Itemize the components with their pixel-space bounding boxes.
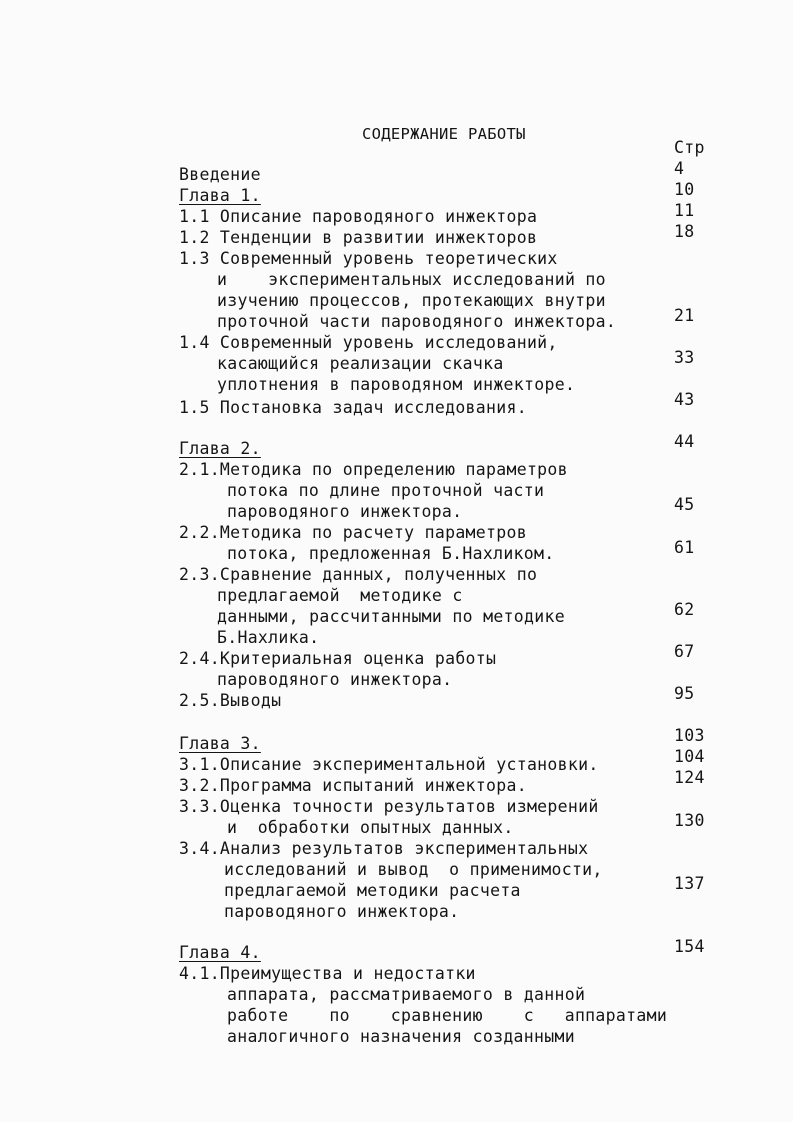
toc-page-number: 154 <box>674 937 705 956</box>
toc-page-number: 137 <box>674 874 705 893</box>
toc-page-number: 103 <box>674 726 705 745</box>
toc-page-number: 4 <box>674 159 685 178</box>
toc-entry-continuation: потока по длине проточной части <box>227 481 545 500</box>
page-title: СОДЕРЖАНИЕ РАБОТЫ <box>362 125 526 143</box>
toc-page-number: 67 <box>674 642 695 661</box>
toc-entry-continuation: предлагаемой методике с <box>217 586 463 605</box>
chapter-heading: Глава 2. <box>179 439 261 458</box>
toc-entry-continuation: аналогичного назначения созданными <box>227 1027 575 1046</box>
chapter-heading: Глава 1. <box>179 186 261 205</box>
chapter-heading: Глава 4. <box>179 943 261 962</box>
toc-entry-continuation: уплотнения в пароводяном инжекторе. <box>217 375 576 394</box>
toc-entry-continuation: предлагаемой методики расчета <box>224 881 521 900</box>
toc-entry-continuation: данными, рассчитанными по методике <box>217 607 565 626</box>
toc-entry: 1.3 Современный уровень теоретических <box>179 249 558 268</box>
toc-page-number: 124 <box>674 768 705 787</box>
toc-page-number: 61 <box>674 538 695 557</box>
toc-entry: 4.1.Преимущества и недостатки <box>179 964 476 983</box>
toc-entry: 2.2.Методика по расчету параметров <box>179 523 527 542</box>
toc-entry: 3.4.Анализ результатов экспериментальных <box>179 839 589 858</box>
toc-entry: 1.1 Описание пароводяного инжектора <box>179 207 538 226</box>
toc-entry-continuation: и экспериментальных исследований по <box>217 270 606 289</box>
toc-entry: 3.1.Описание экспериментальной установки. <box>179 755 599 774</box>
toc-entry-continuation: пароводяного инжектора. <box>217 670 453 689</box>
toc-entry-continuation: Б.Нахлика. <box>217 628 320 647</box>
toc-page-number: 104 <box>674 747 705 766</box>
toc-entry: Введение <box>179 165 261 184</box>
toc-entry-continuation: пароводяного инжектора. <box>227 502 463 521</box>
toc-entry: 1.2 Тенденции в развитии инжекторов <box>179 228 538 247</box>
toc-entry: 3.2.Программа испытаний инжектора. <box>179 776 527 795</box>
toc-page-number: 11 <box>674 201 695 220</box>
toc-page-number: 10 <box>674 180 695 199</box>
toc-entry-continuation: пароводяного инжектора. <box>224 902 460 921</box>
toc-page-number: 130 <box>674 811 705 830</box>
toc-page-number: 44 <box>674 432 695 451</box>
toc-entry: 1.4 Современный уровень исследований, <box>179 333 558 352</box>
toc-entry: 2.3.Сравнение данных, полученных по <box>179 565 538 584</box>
toc-page-number: 43 <box>674 390 695 409</box>
toc-entry-continuation: исследований и вывод о применимости, <box>224 860 603 879</box>
toc-page-number: 33 <box>674 348 695 367</box>
toc-entry-continuation: аппарата, рассматриваемого в данной <box>227 985 586 1004</box>
toc-page-number: 95 <box>674 684 695 703</box>
page-column-header: Стр <box>674 138 705 157</box>
toc-page-number: 45 <box>674 495 695 514</box>
toc-entry-continuation: работе по сравнению с аппаратами <box>227 1006 668 1025</box>
toc-entry: 2.5.Выводы <box>179 691 282 710</box>
toc-page-number: 62 <box>674 600 695 619</box>
toc-entry-continuation: изучению процессов, протекающих внутри <box>217 291 606 310</box>
toc-entry: 1.5 Постановка задач исследования. <box>179 398 527 417</box>
toc-entry-continuation: потока, предложенная Б.Нахликом. <box>227 544 555 563</box>
toc-entry: 2.4.Критериальная оценка работы <box>179 649 497 668</box>
toc-entry: 3.3.Оценка точности результатов измерений <box>179 797 599 816</box>
toc-entry-continuation: проточной части пароводяного инжектора. <box>217 312 617 331</box>
toc-page-number: 18 <box>674 222 695 241</box>
toc-entry-continuation: касающийся реализации скачка <box>217 354 504 373</box>
toc-entry-continuation: и обработки опытных данных. <box>227 818 514 837</box>
chapter-heading: Глава 3. <box>179 734 261 753</box>
toc-page-number: 21 <box>674 306 695 325</box>
toc-entry: 2.1.Методика по определению параметров <box>179 460 568 479</box>
